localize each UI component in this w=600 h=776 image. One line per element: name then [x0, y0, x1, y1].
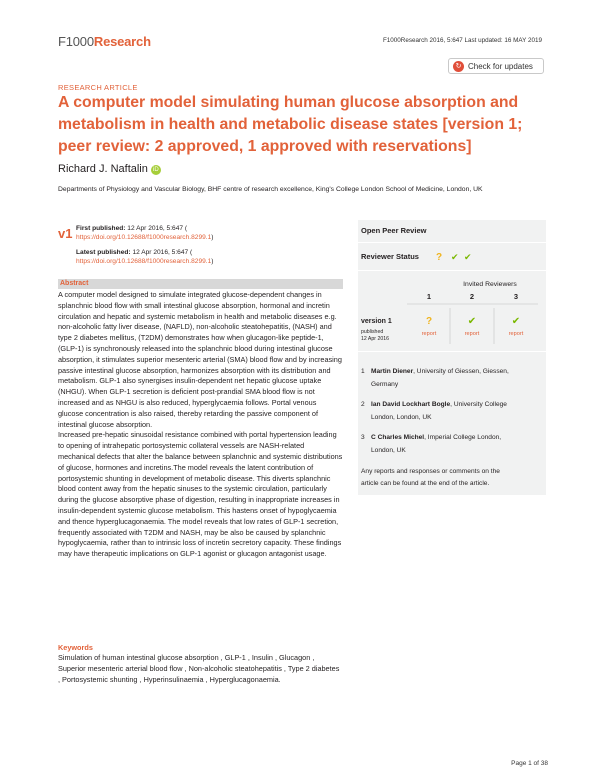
author: [58, 163, 161, 175]
version-label: v1: [58, 226, 73, 241]
first-published-date: 12 Apr 2016, 5:647 (: [127, 225, 188, 232]
keywords-heading: Keywords: [58, 643, 93, 652]
reviewer-1-number: 1: [361, 368, 365, 375]
abstract-paragraph-2: Increased pre-hepatic sinusoidal resistance combined with portal hypertension leading to opening of intrahepatic portosystemic collateral vessels are NASH-related mechanical defects that alter the balance between splanchnic and systemic distributions of glucose, hormones and incretins.The model reveals the latent contribution of portosystemic shunting in development of metabolic disease. This diverts splanchnic blood content away from the hepatic sinuses to the systemic circulation, particularly during the glucose absorptive phase of digestion, resulting in inappropriate increases in insulin-dependent systemic glucose metabolism. This hastens onset of hypoglycaemia and thence hyperglucagonaemia. The model reveals that low rates of GLP-1 secretion, frequently associated with T2DM and NASH, may be also be caused by splanchnic hypoglycaemia, rather than to intrinsic loss of incretin secretory capacity. These findings may have therapeutic implications on GLP-1 agonist or glucagon antagonist usage.: [58, 430, 343, 559]
first-published: [76, 224, 213, 242]
invited-reviewers-label: Invited Reviewers: [463, 281, 517, 288]
status-check-icon: ✔: [451, 252, 459, 262]
reviewer-2-affiliation: , University College: [450, 401, 507, 408]
reviewer-3-name: C Charles Michel: [371, 434, 425, 441]
report-2-link[interactable]: report: [464, 331, 480, 337]
affiliation: Departments of Physiology and Vascular Biology, BHF centre of research excellence, King's College London School of Medicine, London, UK: [58, 186, 483, 193]
check-for-updates-label: Check for updates: [468, 61, 533, 71]
article-type: RESEARCH ARTICLE: [58, 83, 138, 92]
published-label: published: [361, 329, 384, 335]
panel-divider: [358, 270, 546, 271]
reviewer-1-name: Martin Diener: [371, 368, 414, 375]
latest-doi-link[interactable]: https://doi.org/10.12688/f1000research.8299.1: [76, 258, 212, 265]
reviewer-3-affiliation: , Imperial College London,: [424, 434, 502, 441]
crossmark-icon: ↻: [453, 61, 464, 72]
reviewer-col-1: 1: [426, 292, 432, 301]
open-peer-review-heading: Open Peer Review: [361, 226, 427, 235]
panel-divider: [358, 351, 546, 352]
reviewer-status-label: Reviewer Status: [361, 252, 419, 261]
latest-published-label: Latest published:: [76, 249, 131, 256]
first-close: ): [211, 234, 214, 241]
citation-meta: F1000Research 2016, 5:647 Last updated: 16 MAY 2019: [382, 37, 542, 44]
report-3-link[interactable]: report: [508, 331, 524, 337]
abstract-heading: Abstract: [58, 279, 343, 289]
latest-close: ): [211, 258, 214, 265]
reviewer-col-2: 2: [469, 292, 475, 301]
panel-divider: [358, 242, 546, 243]
logo-suffix: Research: [93, 34, 151, 49]
first-published-label: First published:: [76, 225, 126, 232]
reviewer-2: [371, 401, 507, 408]
report-3-check-icon[interactable]: ✔: [511, 316, 521, 327]
reports-note-line-1: Any reports and responses or comments on the: [361, 468, 500, 475]
reviewer-3: [371, 434, 501, 441]
report-2-check-icon[interactable]: ✔: [467, 316, 477, 327]
orcid-icon[interactable]: iD: [151, 165, 161, 175]
latest-published: [76, 248, 213, 266]
page-number: Page 1 of 38: [511, 760, 548, 767]
peer-review-svg: [358, 220, 546, 495]
reports-note-line-2: article can be found at the end of the article.: [361, 480, 490, 487]
logo-prefix: F1000: [58, 34, 94, 49]
article-title: A computer model simulating human glucose absorption and metabolism in health and metabolic disease states [version 1; peer review: 2 approved, 1 approved with reservations]: [58, 94, 523, 155]
report-1-question-icon[interactable]: ?: [425, 316, 433, 327]
keywords-text: Simulation of human intestinal glucose absorption , GLP-1 , Insulin , Glucagon , Superior mesenteric arterial blood flow , Non-alcoholic steatohepatitis , Type 2 diabetes , Portosystemic shunting , Hyperinsulinaemia , Hyperglucagonaemia.: [58, 653, 340, 684]
published-date: 12 Apr 2016: [361, 336, 389, 342]
status-question-icon: ?: [436, 252, 443, 263]
check-for-updates-button[interactable]: [448, 58, 544, 74]
report-1-link[interactable]: report: [421, 331, 437, 337]
latest-published-date: 12 Apr 2016, 5:647 (: [132, 249, 193, 256]
abstract-paragraph-1: A computer model designed to simulate integrated glucose-dependent changes in splanchnic blood flow with small intestinal glucose absorption, hormonal and incretin circulation and hepatic and systemic metabolism in health and metabolic diseases e.g. non-alcoholic fatty liver disease, (NAFLD), non-alcoholic steatohepatitis, (NASH) and type 2 diabetes mellitus, (T2DM) demonstrates how when glucagon-like peptide-1, (GLP-1) is synchronously released into the splanchnic blood during intestinal glucose absorption, it stimulates superior mesenteric arterial (SMA) blood flow and by increasing passive intestinal glucose absorption, harmonizes absorption with its distribution and metabolism. GLP-1 also synergises insulin-dependent net hepatic glucose uptake (NHGU). When GLP-1 secretion is deficient post-prandial SMA blood flow is not increased and as NHGU is also reduced, hyperglycaemia follows. Portal venous glucose concentration is also raised, thereby retarding the passive component of intestinal glucose absorption.: [58, 290, 342, 429]
reviewer-3-affiliation-cont: London, UK: [371, 447, 406, 454]
abstract-body: [58, 290, 343, 560]
open-peer-review-panel: [358, 220, 546, 495]
status-check-icon: ✔: [464, 252, 472, 262]
reviewer-col-3: 3: [513, 292, 519, 301]
reviewer-2-name: Ian David Lockhart Bogle: [371, 401, 451, 408]
author-name[interactable]: Richard J. Naftalin: [58, 163, 148, 175]
reviewer-1: [371, 368, 509, 375]
reviewer-2-affiliation-cont: London, London, UK: [371, 414, 432, 421]
reviewer-3-number: 3: [361, 434, 365, 441]
journal-logo: [58, 34, 151, 49]
reviewer-1-affiliation-cont: Germany: [371, 381, 399, 388]
reviewer-1-affiliation: , University of Giessen, Giessen,: [413, 368, 509, 375]
reviewer-2-number: 2: [361, 401, 365, 408]
version-1-label: version 1: [361, 318, 392, 325]
first-doi-link[interactable]: https://doi.org/10.12688/f1000research.8299.1: [76, 234, 212, 241]
